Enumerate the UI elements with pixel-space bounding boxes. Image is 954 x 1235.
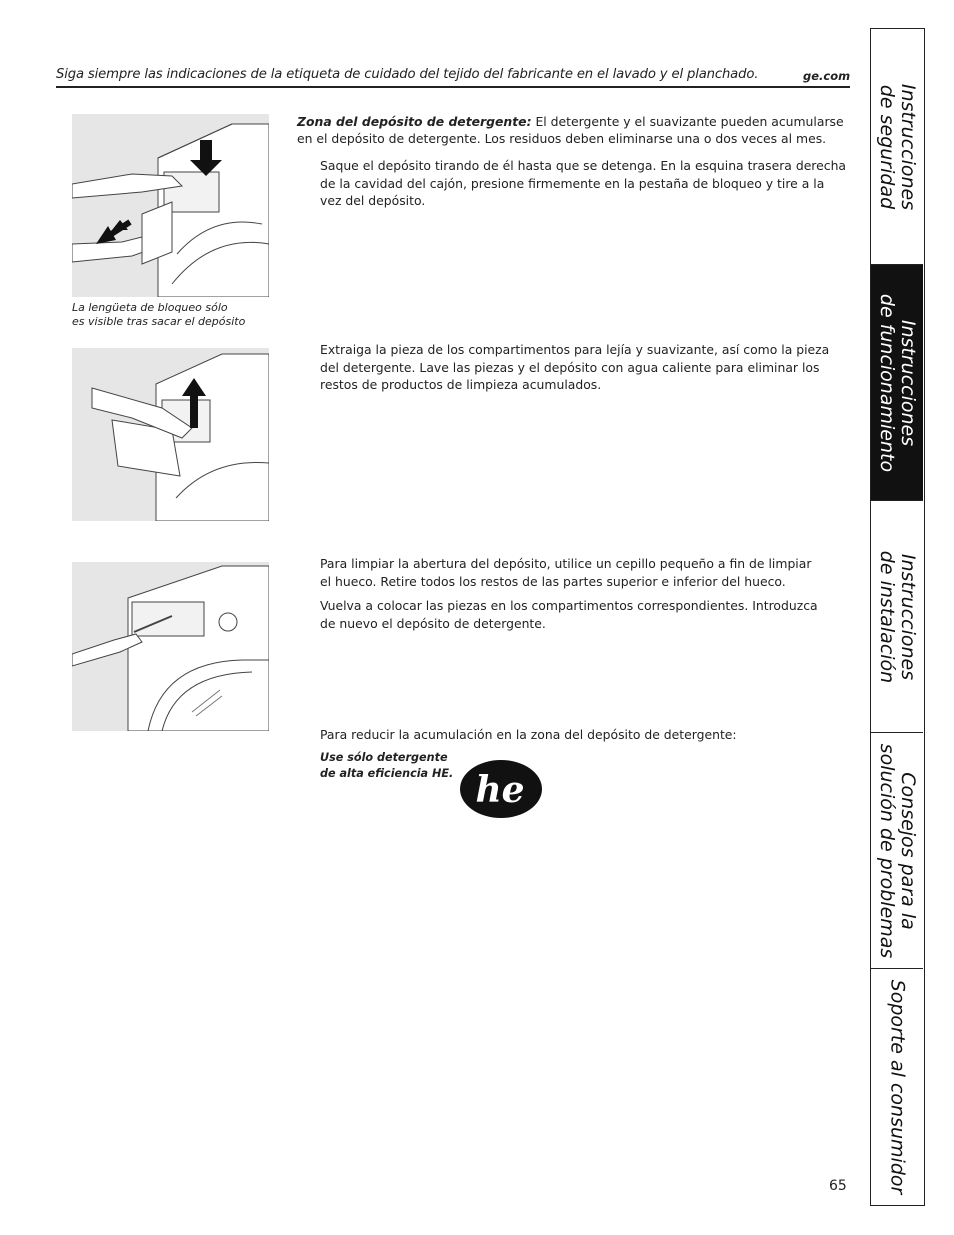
he-detergent-note: [320, 750, 453, 782]
section-intro-text: El detergente y el suavizante pueden acumularse en el depósito de detergente. Los residuos deben eliminarse una o dos veces al mes.: [297, 114, 844, 146]
he-note-line-2: de alta eficiencia HE.: [320, 767, 454, 780]
washer-dispenser-illustration: [72, 114, 269, 297]
washer-insert-illustration: [72, 348, 269, 521]
tab-label-line-1: Soporte al consumidor: [886, 979, 909, 1194]
tab-label: [876, 83, 918, 209]
header-rule: [56, 86, 850, 88]
tab-label: [876, 550, 918, 682]
caption-line-2: es visible tras sacar el depósito: [72, 315, 246, 328]
section-tabs: [870, 28, 925, 1206]
tab-funcionamiento[interactable]: [871, 265, 923, 501]
tab-label-line-1: Consejos para la: [897, 771, 919, 930]
tab-label-line-2: de funcionamiento: [876, 293, 898, 472]
he-note-line-1: Use sólo detergente: [320, 751, 448, 764]
figure-caption: [72, 301, 245, 329]
tab-label: [876, 743, 918, 958]
caption-line-1: La lengüeta de bloqueo sólo: [72, 301, 228, 314]
tab-label-line-2: de instalación: [876, 550, 898, 683]
tab-soporte-consumidor[interactable]: [871, 969, 923, 1204]
figure-clean-opening: [72, 562, 269, 731]
tab-label-line-1: Instrucciones: [897, 319, 919, 446]
step-3-text: Para limpiar la abertura del depósito, utilice un cepillo pequeño a fin de limpiar el hueco. Retire todos los restos de las partes superior e inferior del hueco.: [320, 556, 812, 589]
washer-brush-illustration: [72, 562, 269, 731]
tab-seguridad[interactable]: [871, 29, 923, 265]
figure-remove-insert: [72, 348, 269, 521]
section-lead: Zona del depósito de detergente:: [297, 114, 532, 129]
section-intro: [297, 113, 845, 147]
he-logo-icon: [460, 758, 544, 820]
he-logo-text: he: [475, 769, 525, 811]
tab-instalacion[interactable]: [871, 501, 923, 733]
step-2-text: Extraiga la pieza de los compartimentos para lejía y suavizante, así como la pieza del detergente. Lave las piezas y el depósito con agua caliente para eliminar los restos de productos de limpieza acumulados.: [320, 342, 830, 392]
tab-label-line-1: Instrucciones: [897, 83, 919, 210]
tab-label: [887, 979, 908, 1194]
tab-label-line-1: Instrucciones: [897, 553, 919, 680]
step-4-text: Vuelva a colocar las piezas en los compartimentos correspondientes. Introduzca de nuevo el depósito de detergente.: [320, 598, 818, 631]
step-5-text: Para reducir la acumulación en la zona del depósito de detergente:: [320, 727, 737, 742]
tab-label-line-2: solución de problemas: [876, 743, 898, 958]
page-number: 65: [829, 1178, 847, 1194]
tab-solucion-problemas[interactable]: [871, 733, 923, 969]
tab-label-line-2: de seguridad: [876, 84, 898, 209]
step-1-text: Saque el depósito tirando de él hasta que se detenga. En la esquina trasera derecha de la cavidad del cajón, presione firmemente en la pestaña de bloqueo y tire a la vez del depósito.: [320, 158, 847, 208]
site-url[interactable]: ge.com: [803, 69, 851, 83]
tab-label: [876, 293, 918, 471]
figure-remove-dispenser: [72, 114, 269, 297]
header-care-instruction: Siga siempre las indicaciones de la etiqueta de cuidado del tejido del fabricante en el lavado y el planchado.: [56, 67, 759, 82]
